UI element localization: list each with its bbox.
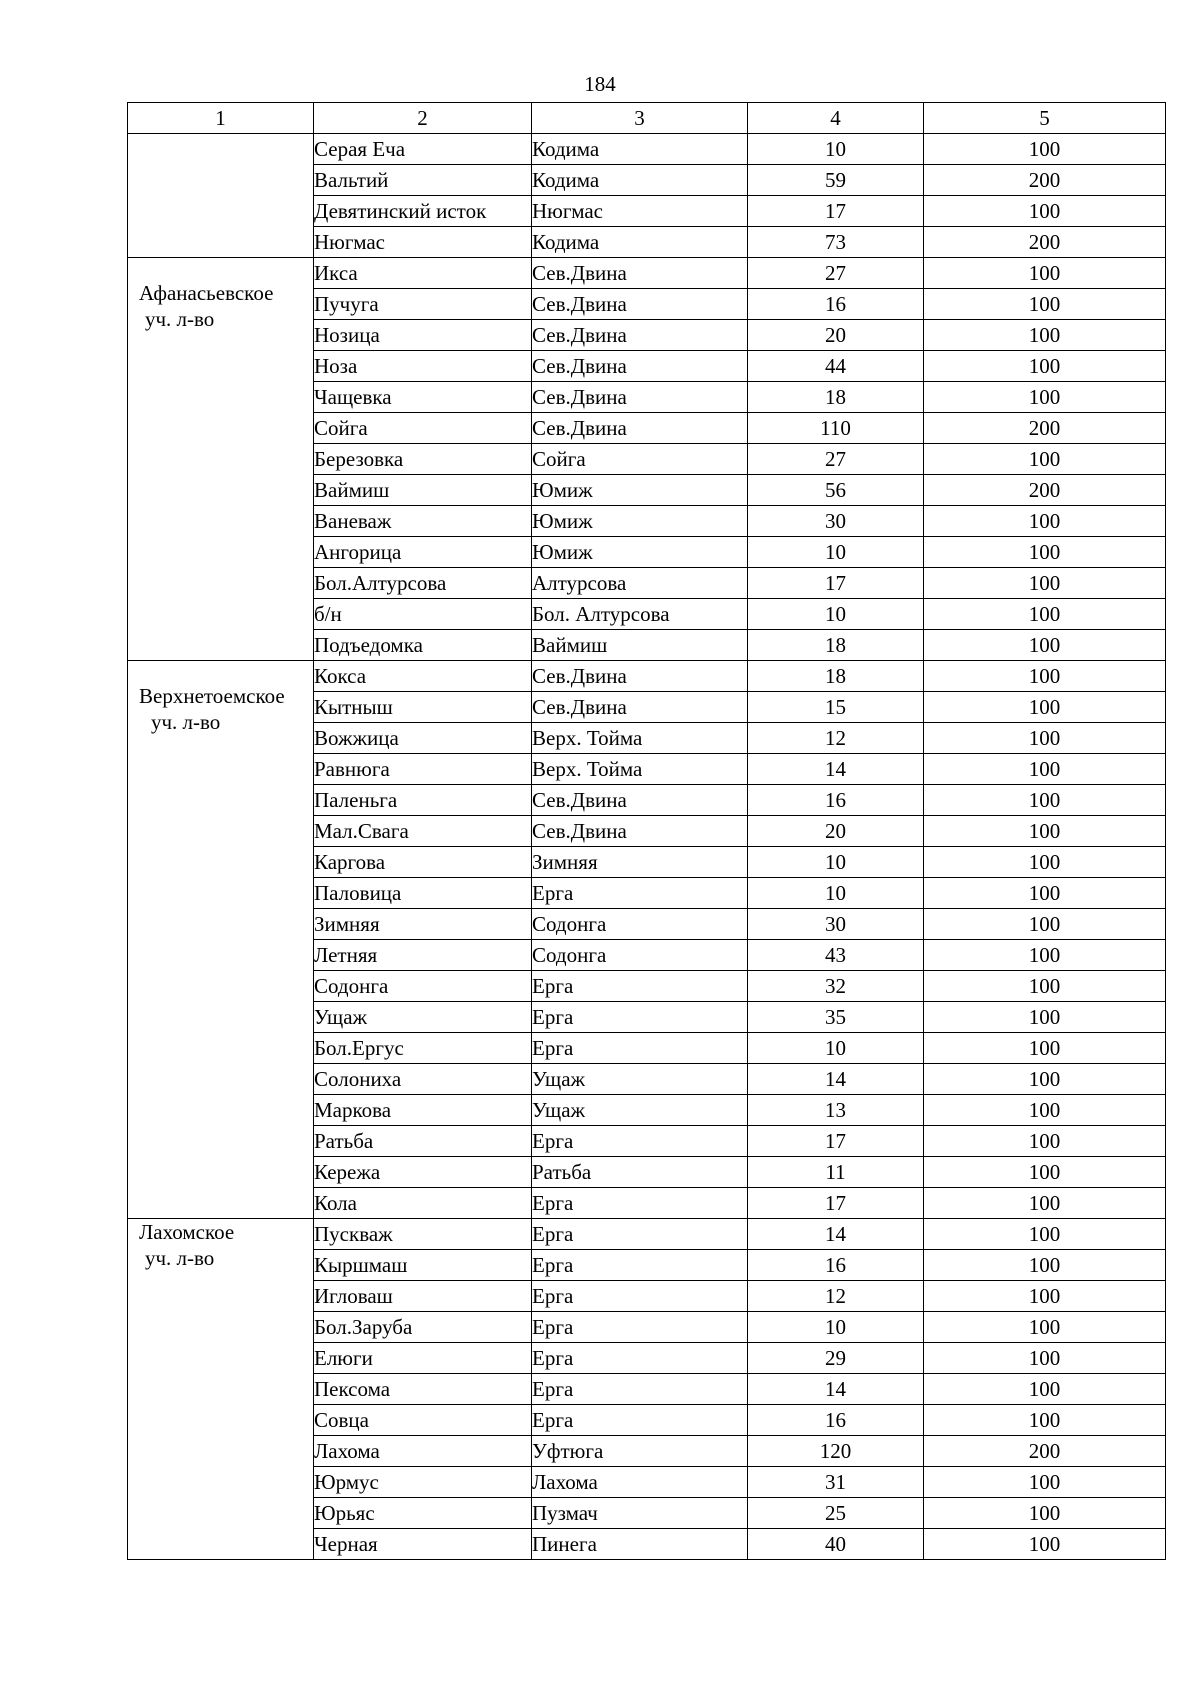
river-name-cell: Черная: [314, 1529, 532, 1560]
river-name-cell: Кережа: [314, 1157, 532, 1188]
mouth-river-cell: Ерга: [532, 1250, 748, 1281]
protection-zone-cell: 100: [924, 940, 1166, 971]
length-cell: 31: [748, 1467, 924, 1498]
forestry-group-label: [128, 1219, 313, 1271]
river-name-cell: Ваневаж: [314, 506, 532, 537]
length-cell: 14: [748, 1064, 924, 1095]
protection-zone-cell: 100: [924, 444, 1166, 475]
protection-zone-cell: 100: [924, 1033, 1166, 1064]
length-cell: 20: [748, 320, 924, 351]
table-row: [128, 258, 1166, 289]
forestry-name: Лахомское: [139, 1220, 235, 1244]
protection-zone-cell: 100: [924, 1498, 1166, 1529]
length-cell: 10: [748, 134, 924, 165]
mouth-river-cell: Зимняя: [532, 847, 748, 878]
river-name-cell: Вожжица: [314, 723, 532, 754]
river-name-cell: Бол.Алтурсова: [314, 568, 532, 599]
protection-zone-cell: 100: [924, 1219, 1166, 1250]
mouth-river-cell: Ерга: [532, 1033, 748, 1064]
river-name-cell: Пучуга: [314, 289, 532, 320]
length-cell: 16: [748, 1405, 924, 1436]
river-name-cell: Пексома: [314, 1374, 532, 1405]
mouth-river-cell: Нюгмас: [532, 196, 748, 227]
mouth-river-cell: Сев.Двина: [532, 258, 748, 289]
forestry-suffix: уч. л-во: [145, 1246, 215, 1270]
protection-zone-cell: 200: [924, 227, 1166, 258]
header-col-3: 3: [532, 103, 748, 134]
mouth-river-cell: Ерга: [532, 878, 748, 909]
mouth-river-cell: Сев.Двина: [532, 661, 748, 692]
protection-zone-cell: 100: [924, 1312, 1166, 1343]
mouth-river-cell: Ерга: [532, 1281, 748, 1312]
river-name-cell: Березовка: [314, 444, 532, 475]
protection-zone-cell: 100: [924, 661, 1166, 692]
protection-zone-cell: 100: [924, 754, 1166, 785]
river-name-cell: Ратьба: [314, 1126, 532, 1157]
length-cell: 27: [748, 444, 924, 475]
length-cell: 59: [748, 165, 924, 196]
protection-zone-cell: 100: [924, 537, 1166, 568]
length-cell: 18: [748, 661, 924, 692]
length-cell: 56: [748, 475, 924, 506]
protection-zone-cell: 100: [924, 1405, 1166, 1436]
header-col-2: 2: [314, 103, 532, 134]
forestry-suffix: уч. л-во: [151, 710, 221, 734]
mouth-river-cell: Сев.Двина: [532, 785, 748, 816]
forestry-group-label: [128, 258, 313, 332]
protection-zone-cell: 100: [924, 1343, 1166, 1374]
mouth-river-cell: Ерга: [532, 1002, 748, 1033]
protection-zone-cell: 200: [924, 165, 1166, 196]
mouth-river-cell: Ерга: [532, 1126, 748, 1157]
protection-zone-cell: 100: [924, 1250, 1166, 1281]
protection-zone-cell: 100: [924, 971, 1166, 1002]
protection-zone-cell: 100: [924, 816, 1166, 847]
river-name-cell: Бол.Ергус: [314, 1033, 532, 1064]
mouth-river-cell: Верх. Тойма: [532, 754, 748, 785]
protection-zone-cell: 100: [924, 134, 1166, 165]
mouth-river-cell: Верх. Тойма: [532, 723, 748, 754]
length-cell: 35: [748, 1002, 924, 1033]
river-name-cell: Елюги: [314, 1343, 532, 1374]
mouth-river-cell: Ерга: [532, 971, 748, 1002]
mouth-river-cell: Сев.Двина: [532, 816, 748, 847]
river-name-cell: Чащевка: [314, 382, 532, 413]
river-name-cell: Сойга: [314, 413, 532, 444]
length-cell: 14: [748, 1219, 924, 1250]
length-cell: 10: [748, 537, 924, 568]
river-name-cell: Бол.Заруба: [314, 1312, 532, 1343]
protection-zone-cell: 100: [924, 599, 1166, 630]
river-name-cell: Ущаж: [314, 1002, 532, 1033]
protection-zone-cell: 100: [924, 196, 1166, 227]
mouth-river-cell: Бол. Алтурсова: [532, 599, 748, 630]
protection-zone-cell: 200: [924, 413, 1166, 444]
river-name-cell: Юрьяс: [314, 1498, 532, 1529]
mouth-river-cell: Сев.Двина: [532, 382, 748, 413]
length-cell: 32: [748, 971, 924, 1002]
length-cell: 17: [748, 1188, 924, 1219]
length-cell: 73: [748, 227, 924, 258]
protection-zone-cell: 100: [924, 1529, 1166, 1560]
river-name-cell: Зимняя: [314, 909, 532, 940]
length-cell: 16: [748, 1250, 924, 1281]
protection-zone-cell: 200: [924, 1436, 1166, 1467]
mouth-river-cell: Ущаж: [532, 1095, 748, 1126]
length-cell: 17: [748, 568, 924, 599]
forestry-name: Афанасьевское: [139, 281, 274, 305]
mouth-river-cell: Содонга: [532, 940, 748, 971]
mouth-river-cell: Сев.Двина: [532, 289, 748, 320]
mouth-river-cell: Уфтюга: [532, 1436, 748, 1467]
table-body: [128, 134, 1166, 1560]
river-name-cell: Каргова: [314, 847, 532, 878]
river-name-cell: Ноза: [314, 351, 532, 382]
protection-zone-cell: 100: [924, 1002, 1166, 1033]
protection-zone-cell: 100: [924, 723, 1166, 754]
river-name-cell: Юрмус: [314, 1467, 532, 1498]
river-name-cell: Лахома: [314, 1436, 532, 1467]
length-cell: 40: [748, 1529, 924, 1560]
length-cell: 10: [748, 1033, 924, 1064]
forestry-group-cell: [128, 661, 314, 1219]
protection-zone-cell: 100: [924, 289, 1166, 320]
forestry-group-cell: [128, 1219, 314, 1560]
protection-zone-cell: 100: [924, 1281, 1166, 1312]
mouth-river-cell: Сойга: [532, 444, 748, 475]
river-name-cell: Равнюга: [314, 754, 532, 785]
mouth-river-cell: Содонга: [532, 909, 748, 940]
mouth-river-cell: Алтурсова: [532, 568, 748, 599]
river-name-cell: Мал.Свага: [314, 816, 532, 847]
length-cell: 30: [748, 909, 924, 940]
length-cell: 16: [748, 289, 924, 320]
mouth-river-cell: Ерга: [532, 1188, 748, 1219]
length-cell: 44: [748, 351, 924, 382]
length-cell: 12: [748, 723, 924, 754]
river-name-cell: Девятинский исток: [314, 196, 532, 227]
river-name-cell: Маркова: [314, 1095, 532, 1126]
length-cell: 17: [748, 1126, 924, 1157]
mouth-river-cell: Пинега: [532, 1529, 748, 1560]
river-name-cell: Серая Еча: [314, 134, 532, 165]
length-cell: 29: [748, 1343, 924, 1374]
length-cell: 15: [748, 692, 924, 723]
length-cell: 10: [748, 878, 924, 909]
forestry-suffix: уч. л-во: [145, 307, 215, 331]
table-row: [128, 661, 1166, 692]
protection-zone-cell: 200: [924, 475, 1166, 506]
mouth-river-cell: Ваймиш: [532, 630, 748, 661]
river-name-cell: Нюгмас: [314, 227, 532, 258]
river-name-cell: Нозица: [314, 320, 532, 351]
protection-zone-cell: 100: [924, 1126, 1166, 1157]
river-name-cell: б/н: [314, 599, 532, 630]
mouth-river-cell: Юмиж: [532, 537, 748, 568]
rivers-table: [127, 102, 1166, 1560]
protection-zone-cell: 100: [924, 1374, 1166, 1405]
river-name-cell: Кытныш: [314, 692, 532, 723]
protection-zone-cell: 100: [924, 1467, 1166, 1498]
protection-zone-cell: 100: [924, 785, 1166, 816]
mouth-river-cell: Сев.Двина: [532, 320, 748, 351]
river-name-cell: Кыршмаш: [314, 1250, 532, 1281]
river-name-cell: Кола: [314, 1188, 532, 1219]
page-number: 184: [584, 72, 616, 96]
protection-zone-cell: 100: [924, 1188, 1166, 1219]
forestry-group-cell: [128, 258, 314, 661]
table-row: [128, 1219, 1166, 1250]
mouth-river-cell: Сев.Двина: [532, 351, 748, 382]
river-name-cell: Паловица: [314, 878, 532, 909]
protection-zone-cell: 100: [924, 382, 1166, 413]
length-cell: 10: [748, 599, 924, 630]
mouth-river-cell: Юмиж: [532, 506, 748, 537]
header-col-4: 4: [748, 103, 924, 134]
length-cell: 20: [748, 816, 924, 847]
table-row: [128, 134, 1166, 165]
length-cell: 17: [748, 196, 924, 227]
river-name-cell: Паленьга: [314, 785, 532, 816]
mouth-river-cell: Пузмач: [532, 1498, 748, 1529]
length-cell: 18: [748, 382, 924, 413]
river-name-cell: Солониха: [314, 1064, 532, 1095]
length-cell: 14: [748, 754, 924, 785]
length-cell: 43: [748, 940, 924, 971]
length-cell: 14: [748, 1374, 924, 1405]
header-col-1: 1: [128, 103, 314, 134]
river-name-cell: Кокса: [314, 661, 532, 692]
forestry-group-label: [128, 661, 313, 735]
header-row: [128, 103, 1166, 134]
river-name-cell: Вальтий: [314, 165, 532, 196]
mouth-river-cell: Лахома: [532, 1467, 748, 1498]
length-cell: 12: [748, 1281, 924, 1312]
mouth-river-cell: Сев.Двина: [532, 692, 748, 723]
mouth-river-cell: Ерга: [532, 1312, 748, 1343]
length-cell: 18: [748, 630, 924, 661]
length-cell: 120: [748, 1436, 924, 1467]
mouth-river-cell: Кодима: [532, 134, 748, 165]
protection-zone-cell: 100: [924, 320, 1166, 351]
protection-zone-cell: 100: [924, 1064, 1166, 1095]
river-name-cell: Икса: [314, 258, 532, 289]
protection-zone-cell: 100: [924, 878, 1166, 909]
mouth-river-cell: Сев.Двина: [532, 413, 748, 444]
length-cell: 13: [748, 1095, 924, 1126]
river-name-cell: Летняя: [314, 940, 532, 971]
length-cell: 16: [748, 785, 924, 816]
forestry-name: Верхнетоемское: [139, 684, 285, 708]
protection-zone-cell: 100: [924, 258, 1166, 289]
mouth-river-cell: Ерга: [532, 1343, 748, 1374]
protection-zone-cell: 100: [924, 692, 1166, 723]
river-name-cell: Ангорица: [314, 537, 532, 568]
mouth-river-cell: Ратьба: [532, 1157, 748, 1188]
length-cell: 25: [748, 1498, 924, 1529]
protection-zone-cell: 100: [924, 351, 1166, 382]
mouth-river-cell: Ерга: [532, 1219, 748, 1250]
protection-zone-cell: 100: [924, 847, 1166, 878]
length-cell: 27: [748, 258, 924, 289]
river-name-cell: Подъедомка: [314, 630, 532, 661]
protection-zone-cell: 100: [924, 1095, 1166, 1126]
river-name-cell: Совца: [314, 1405, 532, 1436]
length-cell: 10: [748, 847, 924, 878]
mouth-river-cell: Кодима: [532, 227, 748, 258]
river-name-cell: Игловаш: [314, 1281, 532, 1312]
river-name-cell: Пускваж: [314, 1219, 532, 1250]
protection-zone-cell: 100: [924, 1157, 1166, 1188]
protection-zone-cell: 100: [924, 909, 1166, 940]
protection-zone-cell: 100: [924, 630, 1166, 661]
length-cell: 11: [748, 1157, 924, 1188]
length-cell: 10: [748, 1312, 924, 1343]
length-cell: 30: [748, 506, 924, 537]
mouth-river-cell: Ущаж: [532, 1064, 748, 1095]
protection-zone-cell: 100: [924, 568, 1166, 599]
mouth-river-cell: Юмиж: [532, 475, 748, 506]
header-col-5: 5: [924, 103, 1166, 134]
length-cell: 110: [748, 413, 924, 444]
river-name-cell: Содонга: [314, 971, 532, 1002]
mouth-river-cell: Кодима: [532, 165, 748, 196]
protection-zone-cell: 100: [924, 506, 1166, 537]
mouth-river-cell: Ерга: [532, 1374, 748, 1405]
forestry-group-cell-empty: [128, 134, 314, 258]
river-name-cell: Ваймиш: [314, 475, 532, 506]
mouth-river-cell: Ерга: [532, 1405, 748, 1436]
